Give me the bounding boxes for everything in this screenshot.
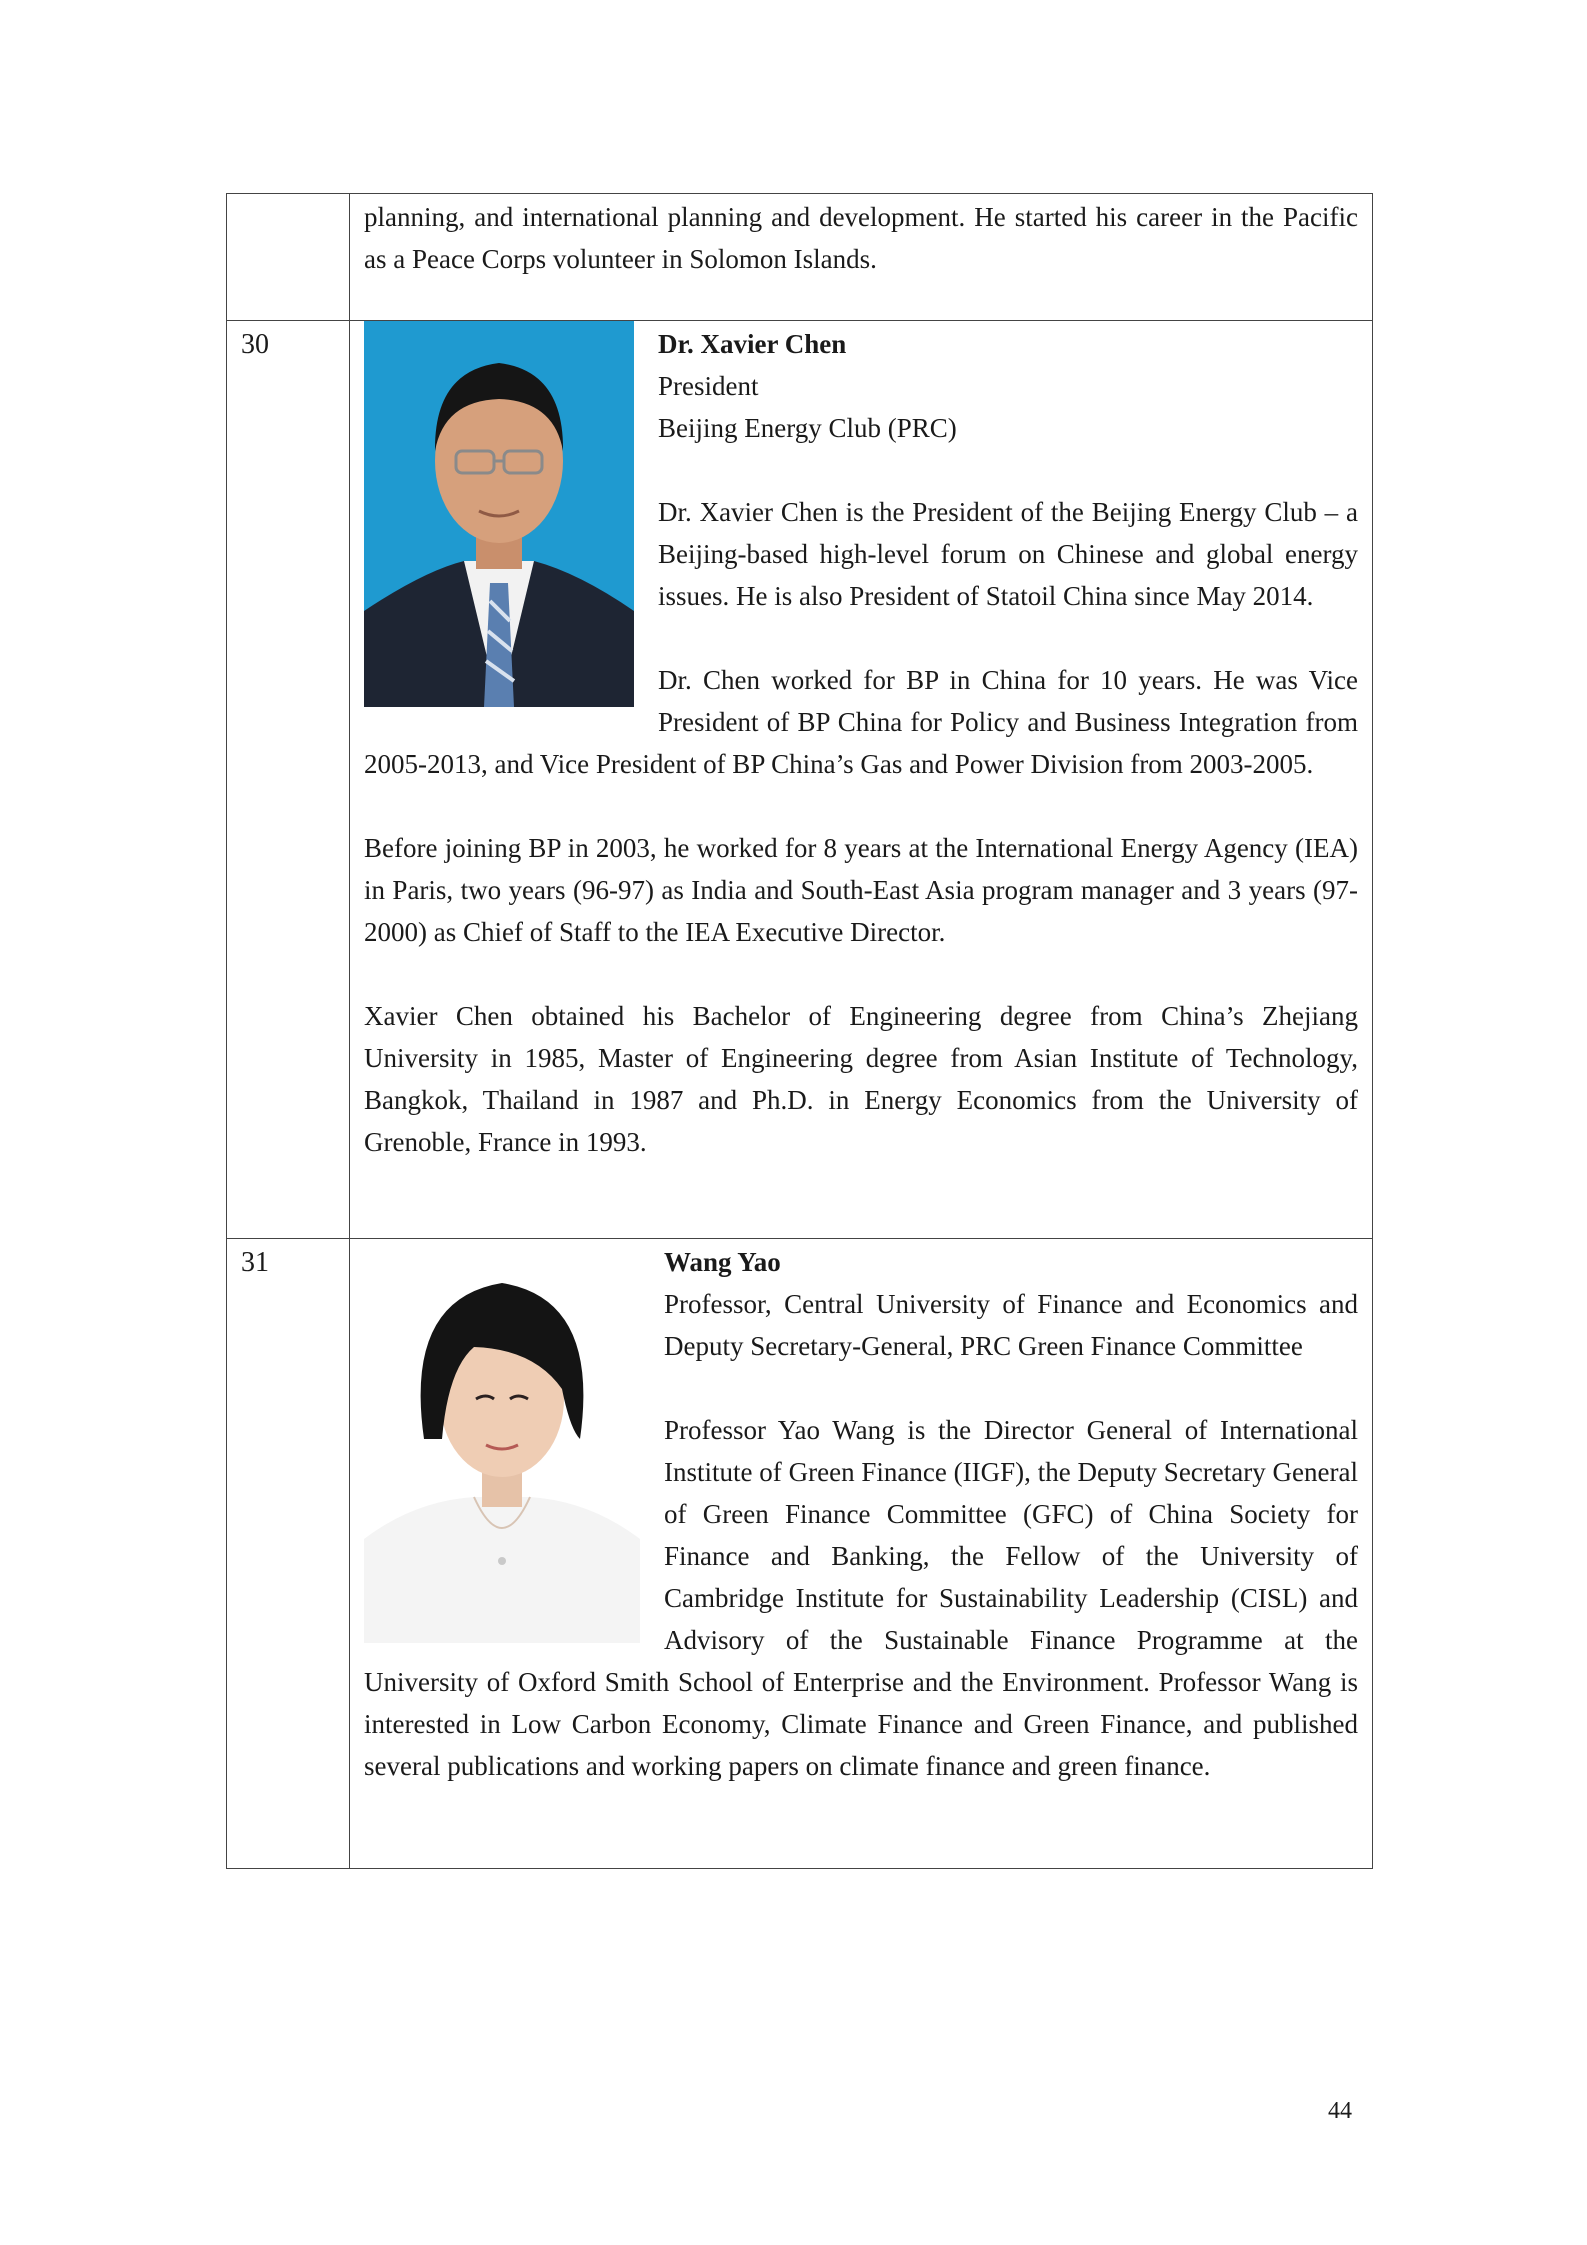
bio-cell — [350, 1239, 1373, 1869]
table-row — [227, 1239, 1373, 1869]
portrait-xavier-chen — [364, 321, 634, 707]
person-title: President — [658, 371, 759, 401]
person-organization: Beijing Energy Club (PRC) — [658, 413, 957, 443]
row-number: 30 — [227, 321, 350, 1239]
person-name: Wang Yao — [664, 1247, 781, 1277]
bio-cell — [350, 321, 1373, 1239]
row-number-cell — [227, 194, 350, 321]
continuation-paragraph: planning, and international planning and development. He started his career in the Pacific as a Peace Corps volunteer in Solomon Islands. — [364, 202, 1358, 274]
portrait-photo — [364, 1239, 640, 1643]
person-title: Professor, Central University of Finance and Economics and Deputy Secretary-General, PRC Green Finance Committee — [664, 1289, 1358, 1361]
bio-paragraph: Xavier Chen obtained his Bachelor of Engineering degree from China’s Zhejiang University in 1985, Master of Engineering degree from Asian Institute of Technology, Bangkok, Thailand in 1987 and Ph.D. in Energy Economics from the University of Grenoble, France in 1993. — [364, 1001, 1358, 1157]
bio-table — [226, 193, 1373, 1869]
table-row — [227, 194, 1373, 321]
portrait-wang-yao — [364, 1239, 640, 1643]
person-name: Dr. Xavier Chen — [658, 329, 847, 359]
page-number: 44 — [1328, 2098, 1352, 2124]
bio-paragraph: Dr. Xavier Chen is the President of the Beijing Energy Club – a Beijing-based high-level forum on Chinese and global energy issues. He is also President of Statoil China since May 2014. — [658, 497, 1358, 611]
row-number: 31 — [227, 1239, 350, 1869]
bio-paragraph: Dr. Chen worked for BP in China for 10 years. He was Vice President of BP China for Policy and Business Integration from 2005-2013, and Vice President of BP China’s Gas and Power Division from 2003-2005. — [364, 665, 1358, 779]
table-row — [227, 321, 1373, 1239]
bio-paragraph: Professor Yao Wang is the Director General of International Institute of Green Finance (IIGF), the Deputy Secretary General of Green Finance Committee (GFC) of China Society for Finance and Banking, the Fellow of the University of Cambridge Institute for Sustainability Leadership (CISL) and Advisory of the Sustainable Finance Programme at the University of Oxford Smith School of Enterprise and the Environment. Professor Wang is interested in Low Carbon Economy, Climate Finance and Green Finance, and published several publications and working papers on climate finance and green finance. — [364, 1415, 1358, 1781]
portrait-photo — [364, 321, 634, 707]
bio-cell — [350, 194, 1373, 321]
bio-paragraph: Before joining BP in 2003, he worked for 8 years at the International Energy Agency (IEA) in Paris, two years (96-97) as India and South-East Asia program manager and 3 years (97-2000) as Chief of Staff to the IEA Executive Director. — [364, 833, 1358, 947]
